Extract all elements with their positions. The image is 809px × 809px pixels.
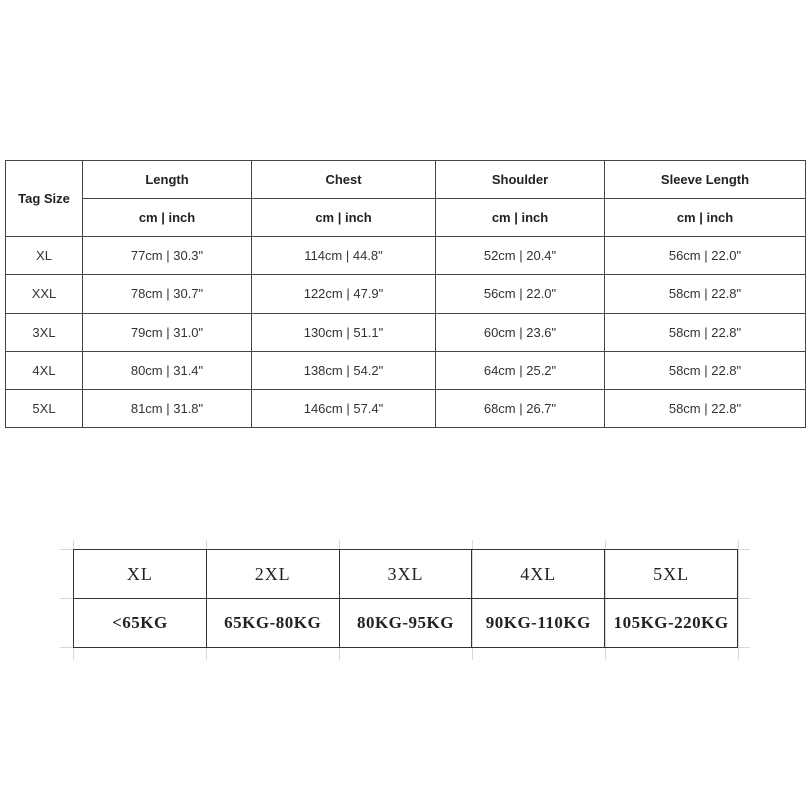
chest-value: 146cm | 57.4"	[252, 389, 436, 427]
weight-range: 105KG-220KG	[605, 599, 738, 648]
size-label: XL	[74, 550, 207, 599]
size-label: 4XL	[6, 351, 83, 389]
size-label: 5XL	[605, 550, 738, 599]
size-label: 2XL	[206, 550, 339, 599]
shoulder-value: 56cm | 22.0"	[436, 275, 605, 313]
size-label: 3XL	[6, 313, 83, 351]
length-value: 77cm | 30.3"	[83, 237, 252, 275]
weight-range: 65KG-80KG	[206, 599, 339, 648]
table-row	[6, 237, 806, 275]
sleeve-length-value: 58cm | 22.8"	[605, 313, 806, 351]
length-value: 79cm | 31.0"	[83, 313, 252, 351]
table-row	[6, 313, 806, 351]
size-chart-unit-row	[6, 199, 806, 237]
column-header-chest: Chest	[252, 161, 436, 199]
unit-label: cm | inch	[436, 199, 605, 237]
sleeve-length-value: 58cm | 22.8"	[605, 351, 806, 389]
sleeve-length-value: 56cm | 22.0"	[605, 237, 806, 275]
unit-label: cm | inch	[252, 199, 436, 237]
shoulder-value: 64cm | 25.2"	[436, 351, 605, 389]
weight-range: <65KG	[74, 599, 207, 648]
sleeve-length-value: 58cm | 22.8"	[605, 275, 806, 313]
size-label: XXL	[6, 275, 83, 313]
shoulder-value: 52cm | 20.4"	[436, 237, 605, 275]
sleeve-length-value: 58cm | 22.8"	[605, 389, 806, 427]
table-row	[6, 351, 806, 389]
length-value: 81cm | 31.8"	[83, 389, 252, 427]
column-header-length: Length	[83, 161, 252, 199]
weight-range: 80KG-95KG	[339, 599, 472, 648]
weight-chart	[60, 540, 750, 660]
size-chart-table	[5, 160, 806, 428]
size-chart-header-row	[6, 161, 806, 199]
chest-value: 114cm | 44.8"	[252, 237, 436, 275]
shoulder-value: 68cm | 26.7"	[436, 389, 605, 427]
length-value: 78cm | 30.7"	[83, 275, 252, 313]
size-label: 5XL	[6, 389, 83, 427]
length-value: 80cm | 31.4"	[83, 351, 252, 389]
weight-range: 90KG-110KG	[472, 599, 605, 648]
chest-value: 122cm | 47.9"	[252, 275, 436, 313]
shoulder-value: 60cm | 23.6"	[436, 313, 605, 351]
tag-size-header: Tag Size	[6, 161, 83, 237]
table-row	[6, 275, 806, 313]
column-header-shoulder: Shoulder	[436, 161, 605, 199]
table-row	[6, 389, 806, 427]
unit-label: cm | inch	[83, 199, 252, 237]
size-label: XL	[6, 237, 83, 275]
weight-size-row	[74, 550, 738, 599]
chest-value: 138cm | 54.2"	[252, 351, 436, 389]
weight-range-row	[74, 599, 738, 648]
size-label: 3XL	[339, 550, 472, 599]
guide-line	[738, 540, 739, 660]
chest-value: 130cm | 51.1"	[252, 313, 436, 351]
size-label: 4XL	[472, 550, 605, 599]
unit-label: cm | inch	[605, 199, 806, 237]
column-header-sleeve-length: Sleeve Length	[605, 161, 806, 199]
weight-chart-table	[73, 549, 738, 648]
